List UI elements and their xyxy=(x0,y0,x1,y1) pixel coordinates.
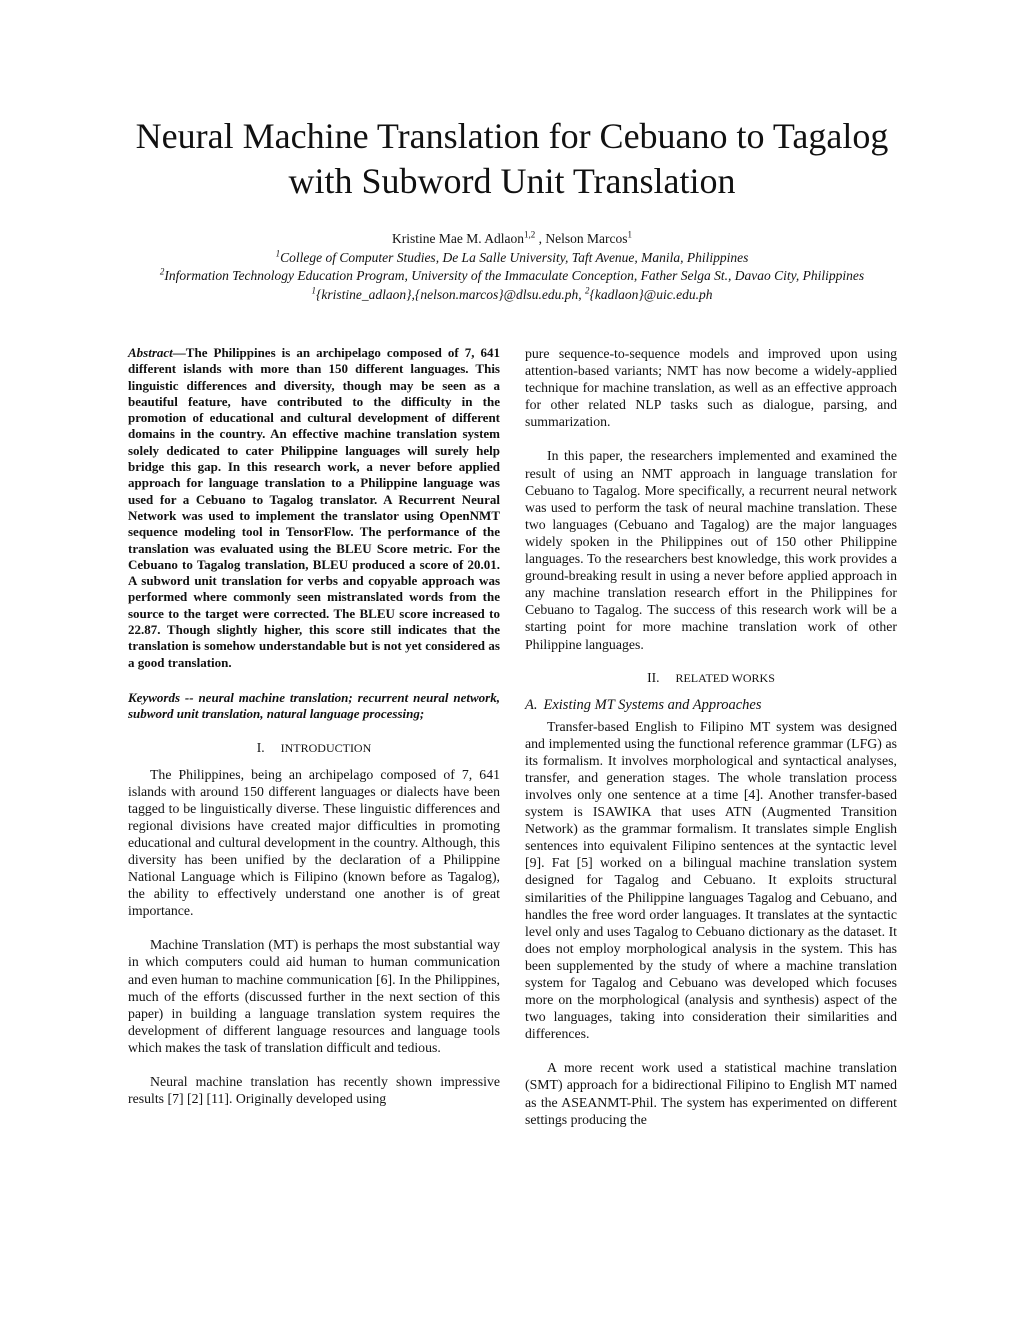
intro-paragraph-1: The Philippines, being an archipelago composed of 7, 641 islands with around 150 different languages or dialects have been tagged to be linguistically diverse. These linguistic differences and regional divisions have created major difficulties in promoting educational and cultural development in the country. Although, this diversity has been unified by the declaration of a Philippine National Language which is Filipino (known before as Tagalog), the ability to effectively understand one another is of great importance. xyxy=(128,766,500,919)
intro-paragraph-3: Neural machine translation has recently shown impressive results [7] [2] [11]. Originally developed using xyxy=(128,1074,500,1107)
section-heading-introduction xyxy=(128,739,500,757)
author-1-name: Kristine Mae M. Adlaon xyxy=(392,231,524,246)
intro-paragraph-3-continued: pure sequence-to-sequence models and improved upon using attention-based variants; NMT has now become a widely-applied technique for machine translation, as well as an effective approach for other related NLP tasks such as dialogue, parsing, and summarization. xyxy=(525,346,897,430)
related-paragraph-1: Transfer-based English to Filipino MT system was designed and implemented using the functional reference grammar (LFG) as its formalism. It involves morphological and syntactical analyses, transfer, and generation stages. The whole translation process involves only one sentence at a time [4]. Another transfer-based system is ISAWIKA that uses ATN (Augmented Transition Network) as the grammar formalism. It translates simple English sentences into equivalent Filipino sentences at the syntactic level [9]. Fat [5] worked on a bilingual machine translation system designed for Tagalog and Cebuano. It exploits structural similarities of the Philippine languages Tagalog and Cebuano, and handles the free word order languages. It translates at the syntactic level only and uses Tagalog to Cebuano dictionary as the dataset. It does not employ morphological analysis in the system. This has been supplemented by the study of where a machine translation system for Tagalog and Cebuano was developed which focuses more on the morphological (analysis and synthesis) aspect of the two languages, taking into consideration their similarities and differences. xyxy=(525,718,897,1042)
affiliation-1-superscript: 1 xyxy=(275,248,281,258)
affiliation-1-text: College of Computer Studies, De La Salle University, Taft Avenue, Manila, Philippines xyxy=(280,249,749,265)
section-name: RELATED WORKS xyxy=(675,670,775,685)
subsection-name: Existing MT Systems and Approaches xyxy=(543,696,762,713)
right-column xyxy=(525,345,897,1128)
author-2-name: Nelson Marcos xyxy=(545,231,628,246)
abstract-lead: Abstract xyxy=(128,345,173,360)
section-heading-related-works xyxy=(525,669,897,687)
author-block xyxy=(0,230,1024,304)
affiliation-1 xyxy=(0,249,1024,268)
email-1-superscript: 1 xyxy=(311,285,317,295)
intro-paragraph-2: Machine Translation (MT) is perhaps the most substantial way in which computers could aid human to human communication and even human to machine communication [6]. In the Philippines, much of the efforts (discussed further in the next section of this paper) in building a language translation system requires the development of different language resources and language tools which makes the task of translation difficult and tedious. xyxy=(128,937,500,1055)
subsection-number: A. xyxy=(525,696,538,713)
abstract xyxy=(128,345,500,671)
affiliation-2-superscript: 2 xyxy=(159,266,165,277)
author-2-superscript: 1 xyxy=(627,229,632,240)
left-column xyxy=(128,345,500,1107)
abstract-text: —The Philippines is an archipelago composed of 7, 641 different islands with more than 150 different languages. This linguistic differences and diversity, though may be seen as a beautiful feature, have contributed to the difficulty in the promotion of educational and cultural development of different domains in the country. An effective machine translation system solely dedicated to cater Philippine languages will surely help bridge this gap. In this research work, a never before applied approach for language translation to a Philippine language was used for a Cebuano to Tagalog translator. A Recurrent Neural Network was used to implement the translator using OpenNMT sequence modeling tool in TensorFlow. The performance of the translation was evaluated using the BLEU Score metric. For the Cebuano to Tagalog translation, BLEU produced a score of 20.01. A subword unit translation for verbs and copyable approach was performed where commonly seen mistranslated words from the source to the target were corrected. The BLEU score increased to 22.87. Though slightly higher, this score still indicates that the translation is somehow understandable but is not yet considered as a good translation. xyxy=(128,345,500,670)
affiliation-2-text: Information Technology Education Program, University of the Immaculate Conception, Father Selga St., Davao City, Philippines xyxy=(164,268,865,283)
author-separator: , xyxy=(535,231,546,246)
email-2-text: {kadlaon}@uic.edu.ph xyxy=(589,286,713,302)
author-names xyxy=(0,230,1024,249)
related-paragraph-2: A more recent work used a statistical machine translation (SMT) approach for a bidirectional Filipino to English MT named as the ASEANMT-Phil. The system has experimented on different settings producing the xyxy=(525,1060,897,1127)
paper-title: Neural Machine Translation for Cebuano to Tagalog with Subword Unit Translation xyxy=(135,116,889,201)
intro-paragraph-4: In this paper, the researchers implemented and examined the result of using an NMT approach in language translation for Cebuano to Tagalog. More specifically, a recurrent neural network was used to perform the task of neural machine translation. These two languages (Cebuano and Tagalog) are the major languages widely spoken in the Philippines out of 150 other Philippine languages. To the researchers best knowledge, this work provides a ground-breaking result in using a never before applied approach in any machine translation research effort in the Philippines for Cebuano to Tagalog. The success of this research work will be a starting point for more machine translation work of other Philippine languages. xyxy=(525,448,897,652)
section-number: I. xyxy=(256,739,265,755)
author-1-superscript: 1,2 xyxy=(524,229,536,240)
section-number: II. xyxy=(647,669,660,685)
subsection-heading xyxy=(525,696,897,714)
email-1-text: {kristine_adlaon},{nelson.marcos}@dlsu.edu.ph, xyxy=(316,286,586,302)
section-name: INTRODUCTION xyxy=(280,740,372,755)
keywords: Keywords -- neural machine translation; recurrent neural network, subword unit translation, natural language processing; xyxy=(128,689,500,722)
author-emails xyxy=(0,286,1024,305)
email-2-superscript: 2 xyxy=(585,285,590,295)
affiliation-2 xyxy=(0,267,1024,286)
